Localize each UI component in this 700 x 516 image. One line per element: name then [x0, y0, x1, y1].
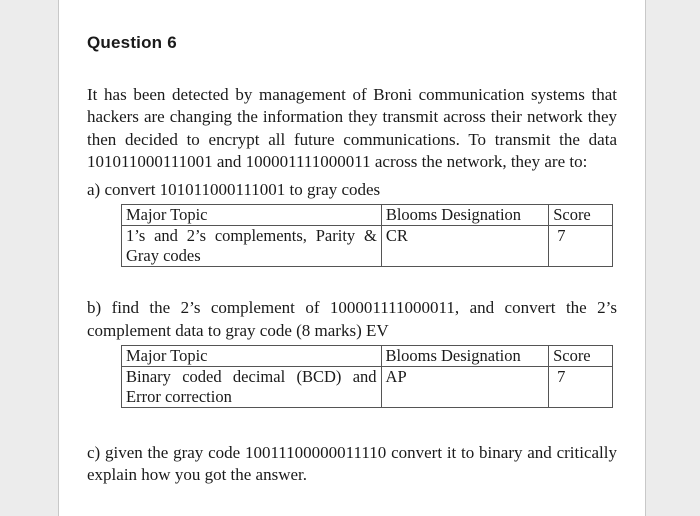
table-header-score: Score — [549, 205, 613, 226]
designation-cell: AP — [381, 367, 549, 408]
table-row — [122, 367, 613, 408]
question-content — [87, 33, 617, 487]
question-title: Question 6 — [87, 33, 177, 52]
table-header-topic: Major Topic — [122, 346, 382, 367]
score-cell: 7 — [549, 367, 613, 408]
designation-cell: CR — [381, 226, 548, 267]
part-b-text: b) find the 2’s complement of 100001111000011, and convert the 2’s complement data to gray code (8 marks) EV — [87, 298, 617, 340]
table-row — [122, 205, 613, 226]
topic-line-1: 1’s and 2’s complements, Parity & — [126, 226, 377, 246]
topic-line-1: Binary coded decimal (BCD) and — [126, 367, 377, 387]
table-row — [122, 226, 613, 267]
topic-line-2: Error correction — [126, 387, 232, 407]
table-header-topic: Major Topic — [122, 205, 382, 226]
table-a — [121, 204, 613, 267]
table-header-blooms: Blooms Designation — [381, 346, 549, 367]
part-a-text: a) convert 101011000111001 to gray codes — [87, 180, 381, 200]
table-header-blooms: Blooms Designation — [381, 205, 548, 226]
table-header-score: Score — [549, 346, 613, 367]
table-row — [122, 346, 613, 367]
topic-line-2: Gray codes — [126, 246, 201, 266]
score-cell: 7 — [549, 226, 613, 267]
topic-cell — [122, 367, 382, 408]
topic-cell — [122, 226, 382, 267]
document-page — [58, 0, 646, 516]
question-intro: It has been detected by management of Broni communication systems that hackers are changing the information they transmit across their network they then decided to encrypt all future communications. To transmit the data 101011000111001 and 100001111000011 across the network, they are to: — [87, 85, 617, 171]
part-c-text: c) given the gray code 10011100000011110 convert it to binary and critically explain how you got the answer. — [87, 443, 617, 485]
table-b — [121, 345, 613, 408]
